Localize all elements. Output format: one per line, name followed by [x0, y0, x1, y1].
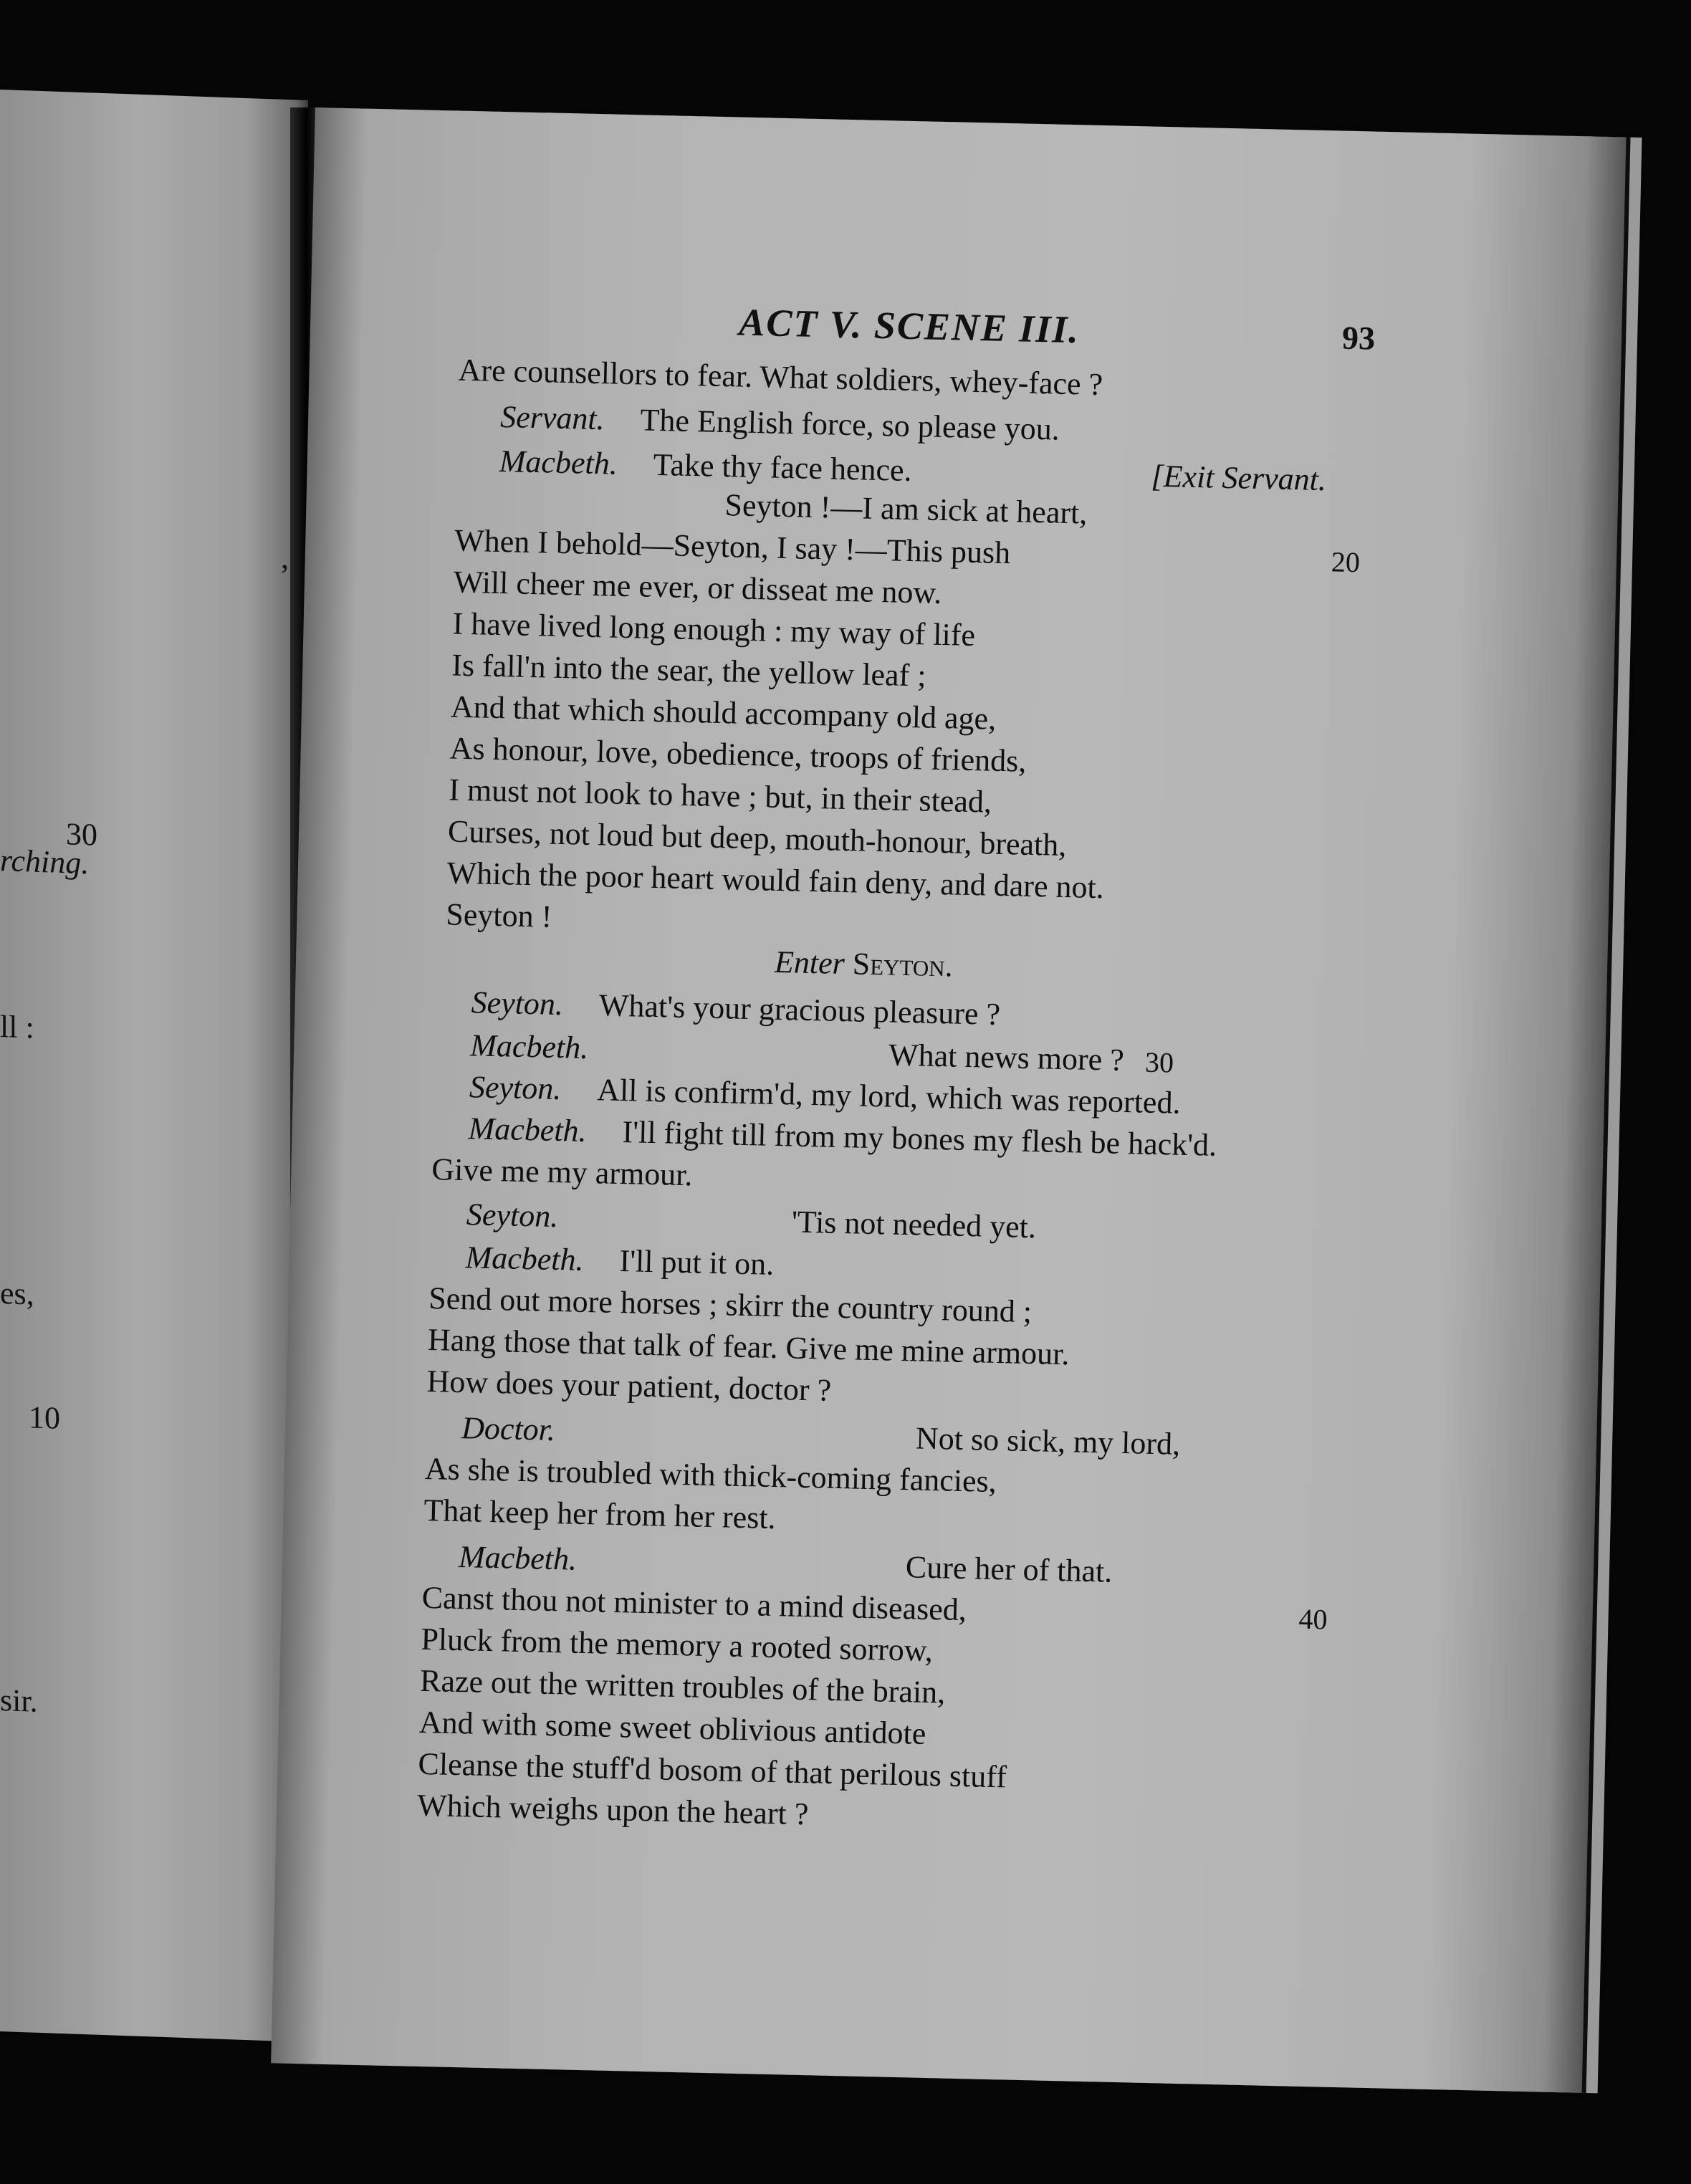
line-text: That keep her from her rest. [423, 1492, 777, 1536]
verse-line [445, 896, 552, 934]
verse-line [420, 1621, 934, 1669]
line-text: And that which should accompany old age, [450, 689, 997, 737]
line-text: When I behold—Seyton, I say !—This push [454, 522, 1011, 571]
line-number: 20 [1331, 545, 1361, 579]
line-text: I must not look to have ; but, in their stead, [448, 772, 992, 820]
line-text: Send out more horses ; skirr the country round ; [428, 1280, 1033, 1330]
line-text: Cure her of that. [905, 1549, 1113, 1589]
line-text: As she is troubled with thick-coming fancies, [424, 1450, 997, 1500]
line-text: Take thy face hence. [653, 446, 913, 489]
line-text: And with some sweet oblivious antidote [418, 1704, 926, 1751]
line-text: Give me my armour. [431, 1151, 694, 1193]
line-text: Are counsellors to fear. What soldiers, whey-face ? [458, 352, 1103, 403]
verse-line [458, 352, 1103, 403]
stage-direction-exit: [Exit Servant. [1151, 458, 1327, 498]
right-page [271, 107, 1626, 2093]
line-number: 40 [1298, 1602, 1328, 1636]
line-text: Curses, not loud but deep, mouth-honour, breath, [447, 813, 1067, 863]
line-text: Cleanse the stuff'd bosom of that perilous stuff [418, 1745, 1007, 1795]
verse-line [424, 1450, 997, 1500]
verse-line [419, 1662, 946, 1710]
verse-line [724, 489, 1088, 529]
line-text: As honour, love, obedience, troops of friends, [449, 730, 1027, 779]
verse-line [449, 732, 1027, 777]
line-text: Not so sick, my lord, [915, 1420, 1181, 1462]
line-text: I'll fight till from my bones my flesh be hack'd. [622, 1114, 1217, 1163]
line-text: I have lived long enough : my way of life [452, 605, 976, 653]
page-number: 93 [1341, 319, 1376, 357]
verse-line [470, 1030, 589, 1064]
left-page [0, 90, 308, 2042]
verse-line [428, 1324, 1070, 1370]
speaker-name: Macbeth. [499, 443, 618, 482]
line-text: What news more ? [888, 1037, 1125, 1078]
line-text: Which the poor heart would fain deny, and dare not. [446, 855, 1105, 906]
line-text: Canst thou not minister to a mind diseased, [421, 1579, 967, 1628]
line-text: 'Tis not needed yet. [791, 1204, 1037, 1245]
line-text: Seyton !—I am sick at heart, [724, 487, 1088, 531]
line-text: I'll put it on. [618, 1243, 775, 1282]
line-text: What's your gracious pleasure ? [598, 987, 1001, 1033]
verse-line [421, 1579, 967, 1628]
verse-line [499, 398, 1060, 447]
line-text: Which weighs upon the heart ? [416, 1787, 809, 1832]
verse-line [423, 1492, 777, 1536]
entering-character: Seyton. [852, 946, 954, 984]
line-text: How does your patient, doctor ? [426, 1363, 832, 1408]
verse-line [418, 1704, 926, 1751]
line-number: 30 [1144, 1045, 1174, 1079]
left-fragment: ll : [0, 1009, 34, 1045]
speaker-name: Servant. [499, 398, 605, 437]
verse-line [466, 1197, 559, 1235]
left-fragment: sir. [0, 1682, 38, 1719]
verse-line [453, 564, 942, 611]
verse-line [426, 1363, 832, 1408]
line-text: Will cheer me ever, or disseat me now. [453, 564, 942, 611]
left-fragment: , [281, 540, 289, 576]
line-text: Raze out the written troubles of the brain, [419, 1662, 946, 1710]
verse-line [451, 647, 927, 694]
line-text: Pluck from the memory a rooted sorrow, [420, 1621, 934, 1669]
line-text: All is confirm'd, my lord, which was reported. [596, 1072, 1182, 1121]
verse-line [418, 1745, 1007, 1795]
verse-line [451, 691, 997, 735]
verse-line [452, 605, 976, 653]
verse-line [449, 774, 992, 818]
left-line-number: 30 [66, 816, 97, 853]
verse-line [469, 1071, 1181, 1119]
line-text: Seyton ! [445, 896, 552, 934]
speaker-name: Doctor. [461, 1410, 556, 1448]
verse-line [459, 1541, 578, 1576]
left-fragment: rching. [0, 843, 90, 881]
speaker-name: Seyton. [469, 1069, 562, 1107]
line-text: The English force, so please you. [640, 402, 1060, 447]
line-text: Hang those that talk of fear. Give me mine armour. [427, 1322, 1070, 1372]
verse-line [446, 857, 1104, 904]
verse-line [428, 1280, 1033, 1330]
left-fragment: es, [0, 1275, 34, 1312]
speaker-name: Seyton. [466, 1197, 559, 1235]
verse-line [461, 1412, 556, 1446]
stage-direction-enter [774, 944, 954, 984]
verse-line [416, 1787, 809, 1832]
verse-line [471, 985, 1001, 1033]
line-text: Is fall'n into the sear, the yellow leaf ; [451, 647, 927, 694]
verse-line [465, 1242, 775, 1280]
running-header: ACT V. SCENE III. [738, 300, 1081, 352]
speaker-name: Macbeth. [465, 1240, 585, 1278]
verse-line [499, 443, 913, 489]
speaker-name: Seyton. [471, 985, 564, 1022]
speaker-name: Macbeth. [458, 1539, 578, 1577]
left-line-number: 10 [29, 1399, 60, 1436]
verse-line [431, 1151, 694, 1193]
speaker-name: Macbeth. [469, 1028, 589, 1065]
speaker-name: Macbeth. [468, 1111, 588, 1149]
verse-line [468, 1113, 1217, 1162]
verse-line [448, 815, 1067, 861]
enter-word: Enter [774, 944, 846, 982]
verse-line [454, 522, 1011, 571]
